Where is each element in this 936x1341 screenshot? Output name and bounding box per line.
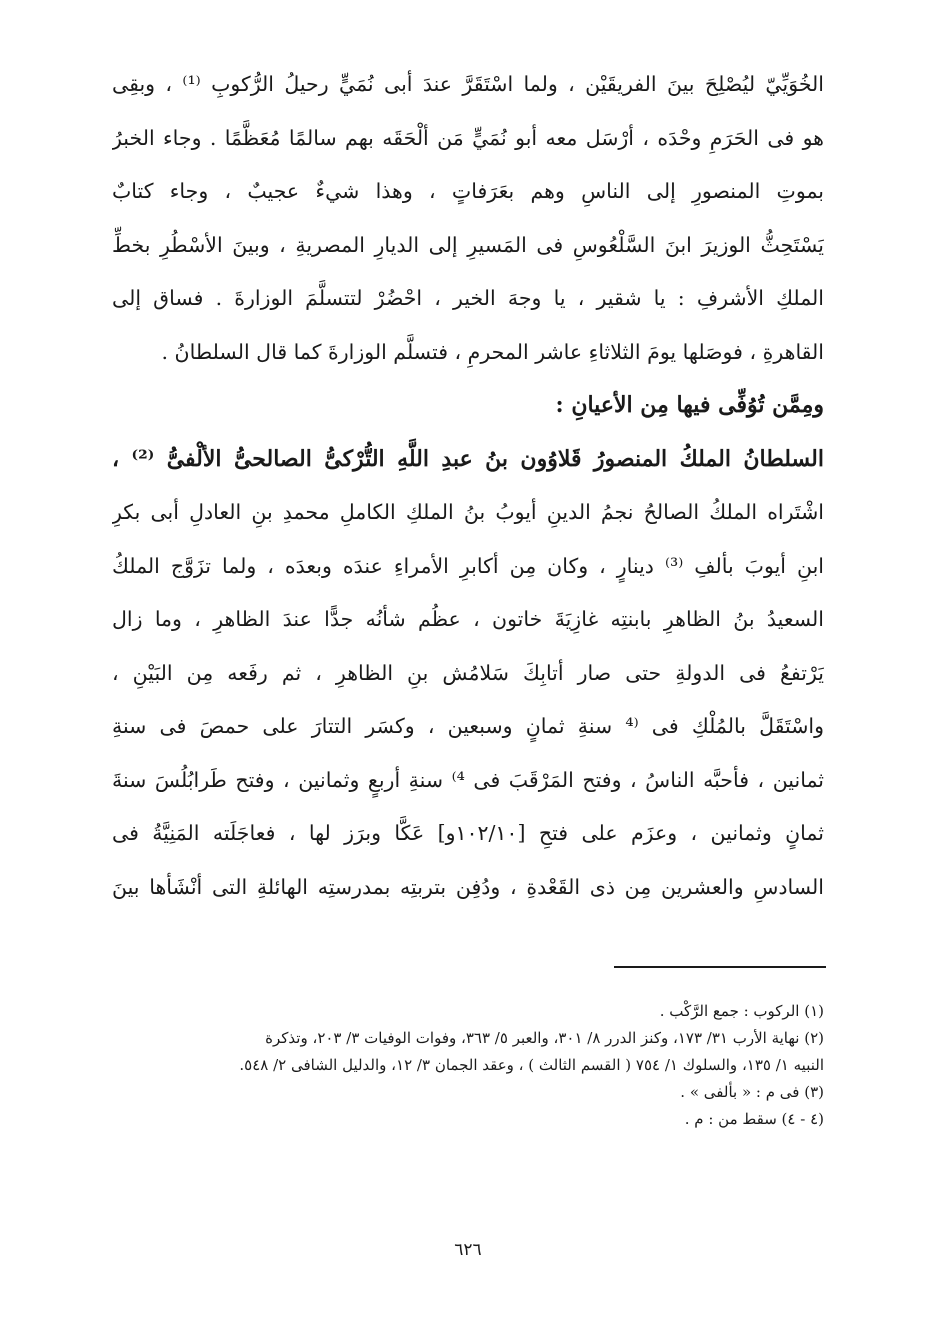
text-line: ثمانٍ وثمانين ، وعزَم على فتحِ [١٠٢/١٠و] عَكَّا وبرَز لها ، فعاجَلَته المَنِيَّةُ فى xyxy=(112,821,824,845)
body-text xyxy=(112,58,824,914)
text-line: يَسْتَحِثُّ الوزيرَ ابنَ السَّلْعُوسِ فى المَسيرِ إلى الديارِ المصريةِ ، وبينَ الأسْطُرِ بخطِّ xyxy=(112,232,824,257)
text-line: هو فى الحَرَمِ وحْدَه ، أرْسَل معه أبو نُمَيٍّ مَن ألْحَقَه بهم سالمًا مُعَظَّمًا . وجاء الخبرُ xyxy=(112,125,824,150)
text-line: السادسِ والعشرين مِن ذى القَعْدةِ ، ودُفِن بتربتِه بمدرستِه الهائلةِ التى أنْشَأها بينَ xyxy=(112,874,824,899)
biography-title: السلطانُ الملكُ المنصورُ قَلاوُون بنُ عبدِ اللَّهِ التُّرْكىُّ الصالحىُّ الألْفىُّ ⁽²⁾ ، xyxy=(112,445,824,472)
footnote: (١) الركوب : جمع الرَّكْب . xyxy=(659,1002,824,1020)
footnote: (٣) فى م : « بألفى » . xyxy=(680,1083,824,1101)
footnote-separator xyxy=(614,966,826,968)
footnotes xyxy=(112,998,824,1133)
footnote: (٤ - ٤) سقط من : م . xyxy=(684,1110,824,1128)
page-number: ٦٢٦ xyxy=(454,1240,482,1260)
footnote-continuation: النبيه ١/ ١٣٥، والسلوك ١/ ٧٥٤ ( القسم الثالث ) ، وعقد الجمان ٣/ ١٢، والدليل الشافى ٢/ ٥٤٨. xyxy=(239,1056,824,1074)
section-heading: ومِمَّن تُوُفِّى فيها مِن الأعيانِ : xyxy=(555,392,824,418)
text-line: السعيدُ بنُ الظاهرِ بابنتِه غازِيَةَ خاتون ، عظُم شأنُه جدًّا عندَ الظاهرِ ، وما زال xyxy=(112,607,824,631)
text-line: اشْتَراه الملكُ الصالحُ نجمُ الدينِ أيوبُ بنُ الملكِ الكاملِ محمدِ بنِ العادلِ أبى بكرِ xyxy=(112,500,824,524)
text-line: يَرْتفعُ فى الدولةِ حتى صار أتابِكَ سَلامُش بنِ الظاهرِ ، ثم رفَعه مِن البَيْنِ ، xyxy=(112,660,824,685)
text-line: الملكِ الأشرفِ : يا شقير ، يا وجهَ الخير ، احْضُرْ لتتسلَّمَ الوزارةَ . فساق إلى xyxy=(112,286,824,310)
text-line: الخُوَيِّيّ ليُصْلِحَ بينَ الفريقَيْن ، ولما اسْتَقَرَّ عندَ أبى نُمَيٍّ رحيلُ الرُّكوبِ ⁽¹⁾ ، وبقِى xyxy=(112,72,824,96)
text-line: القاهرةِ ، فوصَلها يومَ الثلاثاءِ عاشر المحرمِ ، فتسلَّم الوزارةَ كما قال السلطانُ . xyxy=(161,339,824,364)
text-line: ابنِ أيوبَ بألفِ ⁽³⁾ دينارٍ ، وكان مِن أكابرِ الأمراءِ عندَه وبعدَه ، ولما تزَوَّج الملكُ xyxy=(112,553,824,578)
text-line: واسْتَقَلَّ بالمُلْكِ فى ⁽⁴ سنةِ ثمانٍ وسبعين ، وكسَر التتارَ على حمصَ فى سنةِ xyxy=(112,714,824,738)
footnote: (٢) نهاية الأرب ٣١/ ١٧٣، وكنز الدرر ٨/ ٣٠١، والعبر ٥/ ٣٦٣، وفوات الوفيات ٣/ ٢٠٣، وتذكرة xyxy=(265,1029,824,1047)
text-line: بموتِ المنصورِ إلى الناسِ وهم بعَرَفاتٍ ، وهذا شيءٌ عجيبٌ ، وجاء كتابٌ xyxy=(112,179,824,203)
text-line: ثمانين ، فأحبَّه الناسُ ، وفتح المَرْقَبَ فى ⁴⁾ سنةِ أربعٍ وثمانين ، وفتح طَرابُلُسَ سنةَ xyxy=(112,767,824,792)
